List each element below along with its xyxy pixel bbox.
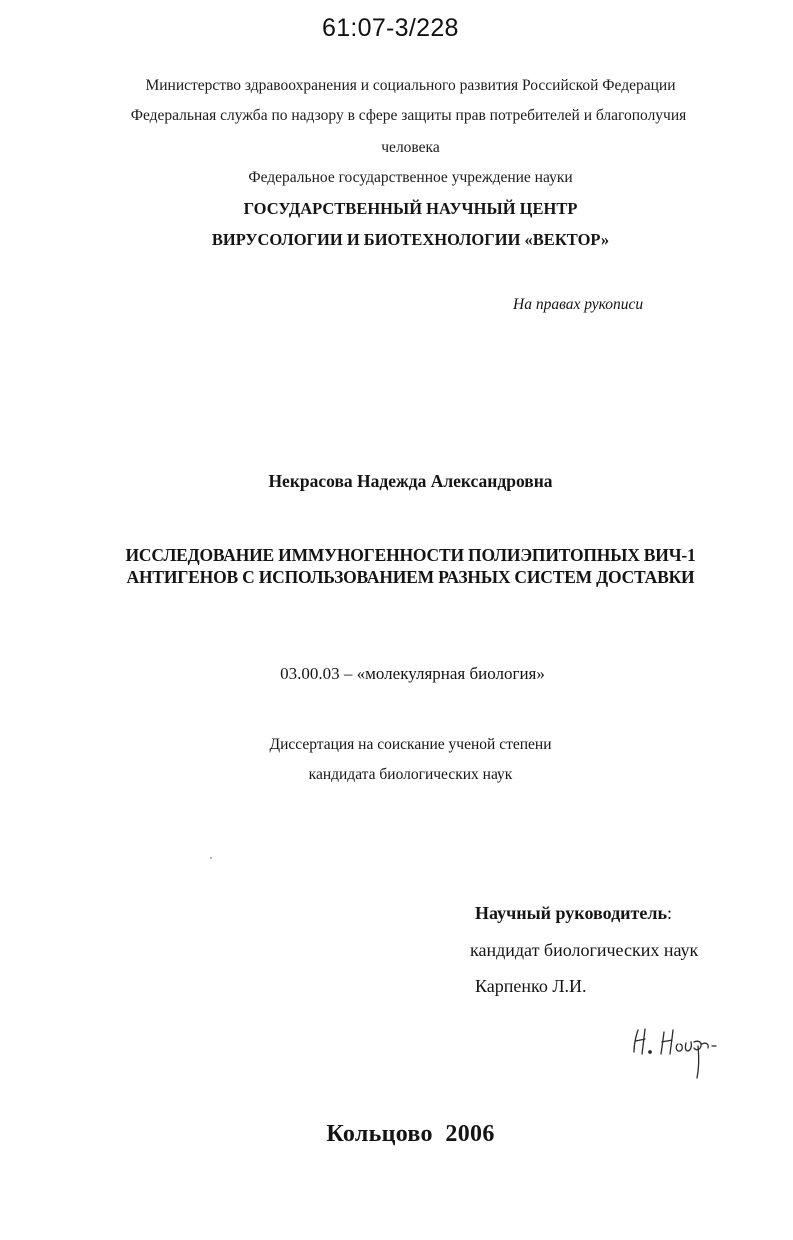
- scan-speck: [210, 857, 212, 859]
- ministry-line: Министерство здравоохранения и социального развития Российской Федерации: [145, 77, 676, 94]
- service-line-1: Федеральная служба по надзору в сфере защиты прав потребителей и благополучия: [130, 107, 687, 124]
- supervisor-label: [475, 903, 672, 924]
- thesis-title-line-1: ИССЛЕДОВАНИЕ ИММУНОГЕННОСТИ ПОЛИЭПИТОПНЫХ ВИЧ-1: [125, 545, 696, 565]
- thesis-title-line-2: АНТИГЕНОВ С ИСПОЛЬЗОВАНИЕМ РАЗНЫХ СИСТЕМ ДОСТАВКИ: [126, 567, 695, 587]
- institution-type-line: Федеральное государственное учреждение науки: [248, 169, 573, 186]
- city-and-year: Кольцово 2006: [326, 1121, 495, 1147]
- supervisor-label-text: Научный руководитель: [475, 903, 667, 923]
- center-name-line-2: ВИРУСОЛОГИИ И БИОТЕХНОЛОГИИ «ВЕКТОР»: [211, 230, 610, 249]
- supervisor-name: Карпенко Л.И.: [475, 976, 587, 996]
- degree-line-2: кандидата биологических наук: [308, 766, 513, 783]
- handwritten-signature: [628, 1024, 738, 1084]
- supervisor-degree: кандидат биологических наук: [470, 940, 699, 960]
- manuscript-rights: На правах рукописи: [513, 296, 644, 313]
- supervisor-label-colon: :: [667, 903, 673, 923]
- service-line-2: человека: [381, 139, 440, 156]
- catalog-number: 61:07-3/228: [322, 14, 459, 42]
- center-name-line-1: ГОСУДАРСТВЕННЫЙ НАУЧНЫЙ ЦЕНТР: [243, 199, 578, 218]
- degree-line-1: Диссертация на соискание ученой степени: [269, 736, 552, 753]
- author-name: Некрасова Надежда Александровна: [268, 471, 553, 491]
- specialty-code: 03.00.03 – «молекулярная биология»: [280, 664, 545, 683]
